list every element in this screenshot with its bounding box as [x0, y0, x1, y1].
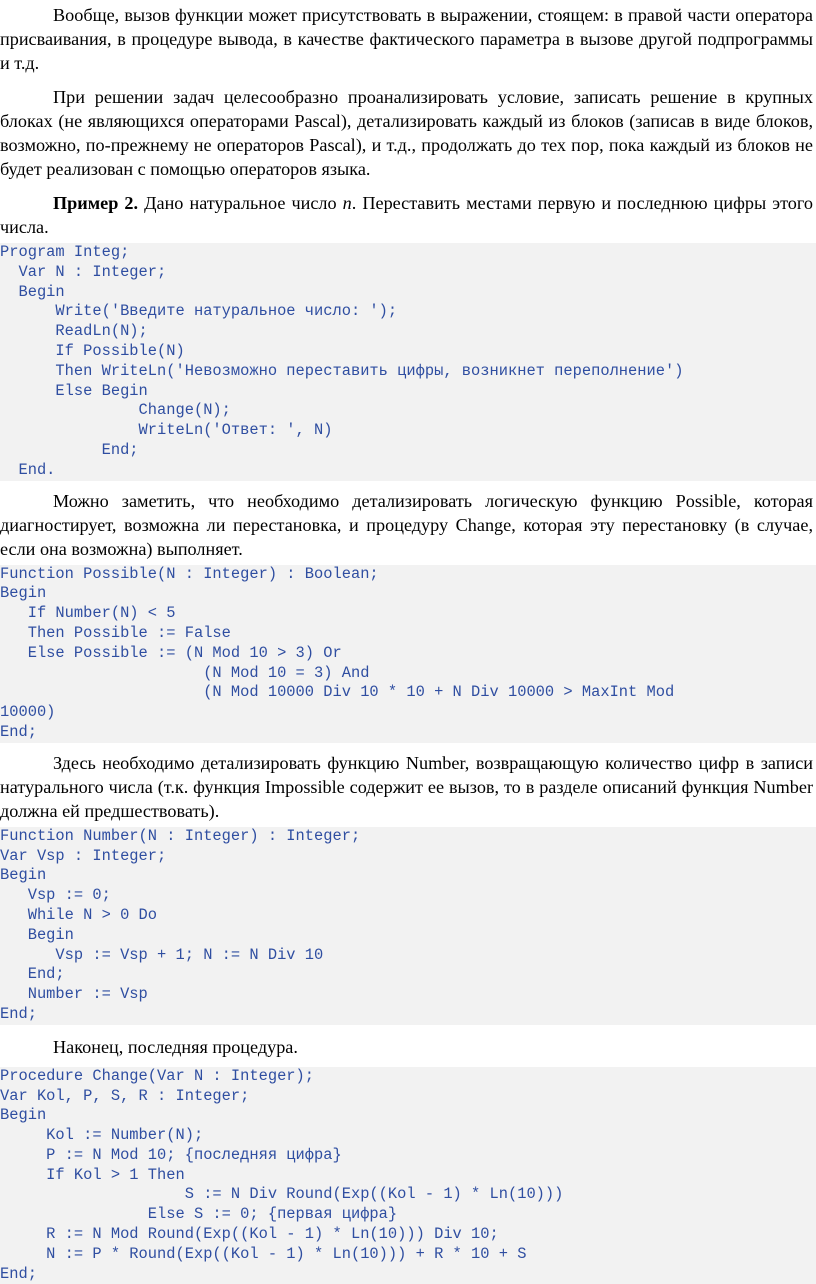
code-line: Else Possible := (N Mod 10 > 3) Or: [0, 643, 342, 662]
example-variable: n: [342, 193, 352, 213]
code-line: End;: [0, 1264, 37, 1283]
code-block-number: [0, 827, 816, 1025]
code-line: N := P * Round(Exp((Kol - 1) * Ln(10))) + R * 10 + S: [0, 1244, 527, 1263]
code-line: Number := Vsp: [0, 985, 148, 1004]
code-line: Then Possible := False: [0, 623, 231, 642]
paragraph-solution-approach: При решении задач целесообразно проанализировать условие, записать решение в крупных блоках (не являющихся операторами Pascal), детализировать каждый из блоков (записав в виде блоков, возможно, по-прежнему не операторов Pascal), и т.д., продолжать до тех пор, пока каждый из блоков не будет реализован с помощью операторов языка.: [0, 87, 813, 179]
code-line: Procedure Change(Var N : Integer);: [0, 1066, 315, 1085]
code-line: If Number(N) < 5: [0, 604, 176, 623]
code-line: (N Mod 10 = 3) And: [0, 663, 370, 682]
code-line: Function Number(N : Integer) : Integer;: [0, 826, 361, 845]
paragraph-last-procedure: Наконец, последняя процедура.: [53, 1036, 298, 1057]
code-line: Begin: [0, 1106, 47, 1125]
code-line: R := N Mod Round(Exp((Kol - 1) * Ln(10))) Div 10;: [0, 1225, 499, 1244]
code-line: ReadLn(N);: [0, 322, 148, 341]
code-line: WriteLn('Ответ: ', N): [0, 421, 333, 440]
code-block-possible: [0, 565, 816, 743]
code-line: Vsp := 0;: [0, 886, 111, 905]
code-line: Function Possible(N : Integer) : Boolean;: [0, 564, 379, 583]
code-line: End;: [0, 722, 37, 741]
paragraph-number-function: Здесь необходимо детализировать функцию Number, возвращающую количество цифр в записи натурального числа (т.к. функция Impossible содержит ее вызов, то в разделе описаний функция Number должна ей предшествовать).: [0, 752, 813, 821]
code-line: (N Mod 10000 Div 10 * 10 + N Div 10000 > MaxInt Mod: [0, 683, 675, 702]
paragraph-possible-change: Можно заметить, что необходимо детализировать логическую функцию Possible, которая диагностирует, возможна ли перестановка, и процедуру Change, которая эту перестановку (в случае, если она возможна) выполняет.: [0, 490, 813, 559]
code-line: 10000): [0, 703, 56, 722]
code-line: End;: [0, 440, 139, 459]
code-line: Program Integ;: [0, 243, 130, 261]
code-block-program: [0, 243, 816, 481]
paragraph-function-call-context: Вообще, вызов функции может присутствовать в выражении, стоящем: в правой части оператора присваивания, в процедуре вывода, в качестве фактического параметра в вызове другой подпрограммы и т.д.: [0, 5, 813, 73]
code-line: If Possible(N): [0, 341, 185, 360]
code-line: Vsp := Vsp + 1; N := N Div 10: [0, 945, 324, 964]
code-line: If Kol > 1 Then: [0, 1165, 185, 1184]
code-line: P := N Mod 10; {последняя цифра}: [0, 1145, 342, 1164]
code-line: End.: [0, 460, 56, 479]
code-line: While N > 0 Do: [0, 905, 158, 924]
code-line: Var Kol, P, S, R : Integer;: [0, 1086, 250, 1105]
code-line: S := N Div Round(Exp((Kol - 1) * Ln(10))): [0, 1185, 564, 1204]
code-block-change: [0, 1067, 816, 1284]
code-line: Then WriteLn('Невозможно переставить цифры, возникнет переполнение'): [0, 361, 684, 380]
code-line: Begin: [0, 925, 74, 944]
paragraph-example-2: [0, 191, 816, 239]
code-line: Else Begin: [0, 381, 148, 400]
code-line: Begin: [0, 866, 47, 885]
code-line: Kol := Number(N);: [0, 1126, 204, 1145]
code-line: Else S := 0; {первая цифра}: [0, 1205, 398, 1224]
code-line: Change(N);: [0, 401, 231, 420]
example-label: Пример 2.: [53, 193, 139, 213]
code-line: Write('Введите натуральное число: ');: [0, 302, 398, 321]
example-text-b: . Переставить местами первую и последнюю цифры этого числа.: [0, 193, 813, 237]
code-line: Var N : Integer;: [0, 262, 167, 281]
example-text-a: Дано натуральное число: [138, 193, 343, 213]
code-line: End;: [0, 965, 65, 984]
code-line: Begin: [0, 282, 65, 301]
code-line: Var Vsp : Integer;: [0, 846, 167, 865]
code-line: Begin: [0, 584, 47, 603]
code-line: End;: [0, 1004, 37, 1023]
